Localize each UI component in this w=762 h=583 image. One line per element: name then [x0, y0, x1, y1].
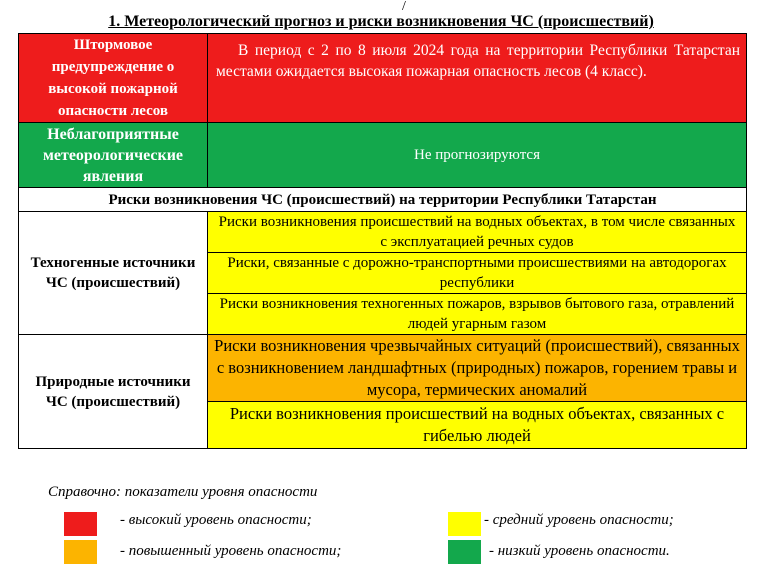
storm-warning-label: Штормовое предупреждение о высокой пожарной опасности лесов: [19, 34, 208, 123]
legend-label-medium: - средний уровень опасности;: [484, 512, 674, 528]
technogenic-sources-label: Техногенные источники ЧС (происшествий): [19, 212, 208, 335]
technogenic-risk-road: Риски, связанные с дорожно-транспортными происшествиями на автодорогах республики: [208, 253, 747, 294]
section-title: 1. Метеорологический прогноз и риски возникновения ЧС (происшествий): [108, 13, 654, 30]
legend-label-low: - низкий уровень опасности.: [489, 543, 670, 559]
legend-swatch-elevated: [64, 540, 97, 564]
legend-swatch-high: [64, 512, 97, 536]
technogenic-risk-fire-gas: Риски возникновения техногенных пожаров, взрывов бытового газа, отравлений людей угарным газом: [208, 294, 747, 335]
adverse-weather-label: Неблагоприятные метеорологические явления: [19, 123, 208, 188]
legend-label-elevated: - повышенный уровень опасности;: [120, 543, 342, 559]
natural-risk-landscape-fires: Риски возникновения чрезвычайных ситуаций (происшествий), связанных с возникновением ландшафтных (природных) пожаров, горением травы и мусора, термических аномалий: [208, 335, 747, 402]
legend-title: Справочно: показатели уровня опасности: [48, 484, 318, 500]
legend-label-high: - высокий уровень опасности;: [120, 512, 312, 528]
legend-swatch-medium: [448, 512, 481, 536]
adverse-weather-text: Не прогнозируются: [208, 123, 747, 188]
natural-sources-label: Природные источники ЧС (происшествий): [19, 335, 208, 449]
risks-title: Риски возникновения ЧС (происшествий) на территории Республики Татарстан: [19, 188, 747, 212]
legend-swatch-low: [448, 540, 481, 564]
page-mark: /: [402, 0, 406, 14]
natural-risk-water-deaths: Риски возникновения происшествий на водных объектах, связанных с гибелью людей: [208, 402, 747, 449]
storm-warning-text: В период с 2 по 8 июля 2024 года на территории Республики Татарстан местами ожидается высокая пожарная опасность лесов (4 класс).: [208, 34, 747, 123]
technogenic-risk-water: Риски возникновения происшествий на водных объектах, в том числе связанных с эксплуатацией речных судов: [208, 212, 747, 253]
forecast-table: [18, 33, 747, 449]
